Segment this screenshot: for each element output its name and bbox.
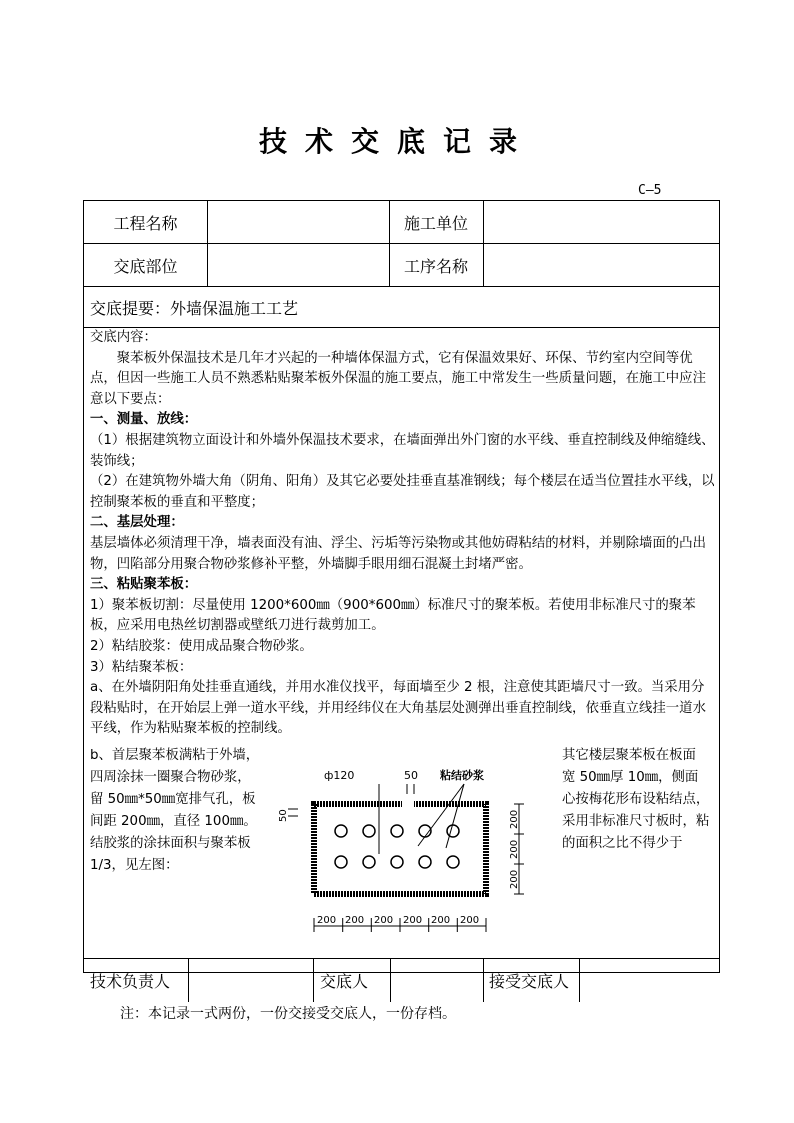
right-dim-2: 200 bbox=[509, 839, 520, 859]
tech-lead-value[interactable] bbox=[189, 959, 313, 1002]
receiver-label: 接受交底人 bbox=[489, 972, 570, 991]
section-3-para-3: 3）粘结聚苯板： bbox=[90, 659, 193, 675]
diameter-label: ф120 bbox=[324, 769, 355, 782]
bottom-dim-1: 200 bbox=[317, 915, 337, 926]
right-dim-1: 200 bbox=[509, 809, 520, 829]
bottom-dim-4: 200 bbox=[403, 915, 423, 926]
construction-unit-value[interactable] bbox=[484, 201, 720, 243]
bottom-dim-2: 200 bbox=[345, 915, 365, 926]
construction-unit-label: 施工单位 bbox=[403, 213, 468, 233]
section-3-para-2: 2）粘结胶浆：使用成品聚合物砂浆。 bbox=[90, 638, 313, 654]
presenter-label: 交底人 bbox=[320, 972, 369, 991]
document-code: C—5 bbox=[638, 183, 662, 198]
presenter-value[interactable] bbox=[391, 959, 483, 1002]
process-value[interactable] bbox=[484, 244, 720, 286]
location-value[interactable] bbox=[208, 244, 388, 286]
row-location bbox=[84, 244, 719, 287]
b-left-line: 四周涂抹一圈聚合物砂浆， bbox=[90, 770, 251, 785]
b-right-line: 采用非标准尺寸板时，粘 bbox=[562, 814, 710, 829]
right-dim-3: 200 bbox=[509, 869, 520, 889]
document-title: 技术交底记录 bbox=[258, 125, 535, 158]
gap-label: 50 bbox=[404, 769, 418, 782]
b-left-line: b、首层聚苯板满粘于外墙， bbox=[90, 748, 260, 763]
content-body bbox=[90, 328, 716, 740]
b-right-line: 心按梅花形布设粘结点， bbox=[562, 792, 710, 807]
section-3-para-4: a、在外墙阴阳角处挂垂直通线，并用水准仪找平，每面墙至少 2 根，注意使其距墙尺寸一致。当采用分段粘贴时，在开始层上弹一道水平线，并用经纬仪在大角基层处测弹出垂直控制线，依垂直立线挂一道水平线，作为粘贴聚苯板的控制线。 bbox=[90, 680, 706, 737]
mortar-label: 粘结砂浆 bbox=[440, 769, 484, 782]
board-outline bbox=[314, 804, 486, 894]
b-left-line: 1/3，见左图： bbox=[90, 858, 179, 873]
insulation-board-diagram bbox=[274, 766, 564, 956]
receiver-value[interactable] bbox=[580, 959, 720, 1002]
project-name-value[interactable] bbox=[208, 201, 388, 243]
record-table bbox=[83, 200, 720, 991]
process-label: 工序名称 bbox=[403, 256, 468, 276]
b-left-line: 结胶浆的涂抹面积与聚苯板 bbox=[90, 836, 251, 851]
content-heading: 交底内容： bbox=[90, 330, 157, 345]
row-content bbox=[84, 328, 719, 958]
section-1-para-1: （1）根据建筑物立面设计和外墙外保温技术要求，在墙面弹出外门窗的水平线、垂直控制线及伸缩缝线、装饰线； bbox=[90, 432, 715, 469]
section-3-title: 三、粘贴聚苯板： bbox=[90, 577, 198, 593]
project-name-label: 工程名称 bbox=[113, 213, 178, 233]
section-3-para-1: 1）聚苯板切割：尽量使用 1200*600㎜（900*600㎜）标准尺寸的聚苯板。若使用非标准尺寸的聚苯板，应采用电热丝切割器或壁纸刀进行裁剪加工。 bbox=[90, 597, 696, 634]
left-edge-label: 50 bbox=[278, 809, 289, 822]
b-right-line: 其它楼层聚苯板在板面 bbox=[562, 748, 696, 763]
b-right-line: 宽 50㎜厚 10㎜，侧面 bbox=[562, 770, 699, 785]
section-3-b-right bbox=[562, 745, 718, 855]
location-label: 交底部位 bbox=[113, 256, 178, 276]
section-2-para-1: 基层墙体必须清理干净，墙表面没有油、浮尘、污垢等污染物或其他妨碍粘结的材料，并剔除墙面的凸出物，凹陷部分用聚合物砂浆修补平整，外墙脚手眼用细石混凝土封堵严密。 bbox=[90, 535, 706, 572]
section-1-para-2: （2）在建筑物外墙大角（阴角、阳角）及其它必要处挂垂直基准钢线；每个楼层在适当位置挂水平线，以控制聚苯板的垂直和平整度； bbox=[90, 474, 715, 510]
b-left-line: 间距 200㎜，直径 100㎜。 bbox=[90, 814, 257, 829]
bottom-dim-5: 200 bbox=[431, 915, 451, 926]
section-1-title: 一、测量、放线： bbox=[90, 412, 198, 428]
summary-text: 交底提要：外墙保温施工工艺 bbox=[90, 298, 299, 318]
content-intro: 聚苯板外保温技术是几年才兴起的一种墙体保温方式，它有保温效果好、环保、节约室内空间等优点，但因一些施工人员不熟悉粘贴聚苯板外保温的施工要点，施工中常发生一些质量问题，在施工中应注意以下要点： bbox=[90, 350, 706, 407]
tech-lead-label: 技术负责人 bbox=[90, 972, 171, 991]
b-left-line: 留 50㎜*50㎜宽排气孔，板 bbox=[90, 792, 256, 807]
row-project bbox=[84, 201, 719, 244]
section-3-b-left bbox=[90, 745, 290, 877]
bottom-dim-3: 200 bbox=[374, 915, 394, 926]
section-2-title: 二、基层处理： bbox=[90, 515, 184, 531]
bottom-dim-6: 200 bbox=[460, 915, 480, 926]
row-signatures bbox=[84, 958, 719, 1002]
b-right-line: 的面积之比不得少于 bbox=[562, 836, 683, 851]
footer-note: 注：本记录一式两份，一份交接受交底人，一份存档。 bbox=[120, 1006, 456, 1022]
row-summary bbox=[84, 287, 719, 328]
